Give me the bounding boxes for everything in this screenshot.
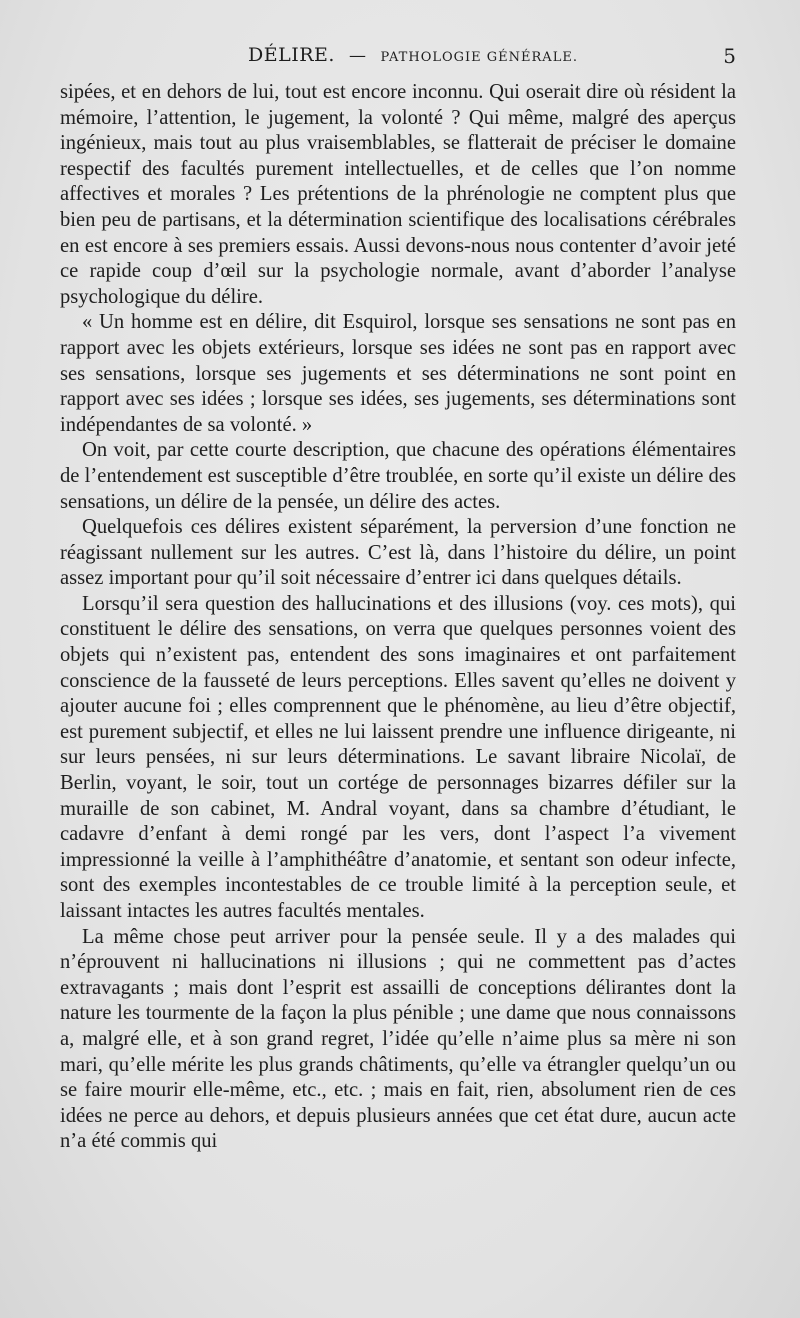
paragraph-4: Quelquefois ces délires existent séparément, la perversion d’une fonction ne réagissant nullement sur les autres. C’est là, dans l’histoire du délire, un point assez important pour qu’il soit nécessaire d’entrer ici dans quelques détails.: [60, 516, 736, 590]
page-number: 5: [723, 44, 736, 68]
paragraph-3: On voit, par cette courte description, que chacune des opérations élémentaires de l’entendement est susceptible d’être troublée, en sorte qu’il existe un délire des sensations, un délire de la pensée, un délire des actes.: [60, 439, 736, 513]
paragraph-5: Lorsqu’il sera question des hallucinations et des illusions (voy. ces mots), qui constituent le délire des sensations, on verra que quelques personnes voient des objets qui n’existent pas, entendent des sons imaginaires et ont parfaitement conscience de la fausseté de leurs perceptions. Elles savent qu’elles ne doivent y ajouter aucune foi ; elles comprennent que le phénomène, au lieu d’être objectif, est purement subjectif, et elles ne lui laissent prendre une influence dirigeante, ni sur leurs pensées, ni sur leurs déterminations. Le savant libraire Nicolaï, de Berlin, voyant, le soir, tout un cortége de personnages bizarres défiler sur la muraille de son cabinet, M. Andral voyant, dans sa chambre d’étudiant, le cadavre d’enfant à demi rongé par les vers, dont l’aspect l’a vivement impressionné la veille à l’amphithéâtre d’anatomie, et sentant son odeur infecte, sont des exemples incontestables de ce trouble limité à la perception seule, et laissant intactes les autres facultés mentales.: [60, 592, 736, 922]
page-body: [60, 80, 736, 1155]
running-title: [248, 44, 578, 66]
running-header: [60, 44, 736, 74]
header-separator: —: [348, 46, 367, 66]
header-title: DÉLIRE.: [248, 44, 335, 66]
paragraph-6: La même chose peut arriver pour la pensée seule. Il y a des malades qui n’éprouvent ni hallucinations ni illusions ; qui ne commettent pas d’actes extravagants ; mais dont l’esprit est assailli de conceptions délirantes dont la nature les tourmente de la façon la plus pénible ; une dame que nous connaissons a, malgré elle, et à son grand regret, l’idée qu’elle n’aime plus sa mère ni son mari, qu’elle mérite les plus grands châtiments, qu’elle va étrangler quelqu’un ou se faire mourir elle-même, etc., etc. ; mais en fait, rien, absolument rien de ces idées ne perce au dehors, et depuis plusieurs années que cet état dure, aucun acte n’a été commis qui: [60, 925, 736, 1153]
paragraph-1: sipées, et en dehors de lui, tout est encore inconnu. Qui oserait dire où résident la mémoire, l’attention, le jugement, la volonté ? Qui même, malgré des aperçus ingénieux, mais tout au plus vraisemblables, se flatterait de préciser le domaine respectif des facultés purement intellectuelles, et de celles que l’on nomme affectives et morales ? Les prétentions de la phrénologie ne comptent plus que bien peu de partisans, et la détermination scientifique des localisations cérébrales en est encore à ses premiers essais. Aussi devons-nous nous contenter d’avoir jeté ce rapide coup d’œil sur la psychologie normale, avant d’aborder l’analyse psychologique du délire.: [60, 81, 736, 308]
paragraph-2: « Un homme est en délire, dit Esquirol, lorsque ses sensations ne sont pas en rapport avec les objets extérieurs, lorsque ses idées ne sont pas en rapport avec ses sensations, lorsque ses jugements et ses déterminations ne sont point en rapport avec ses idées ; lorsque ses idées, ses jugements, ses déterminations sont indépendantes de sa volonté. »: [60, 311, 736, 436]
header-subtitle: PATHOLOGIE GÉNÉRALE.: [380, 50, 578, 65]
